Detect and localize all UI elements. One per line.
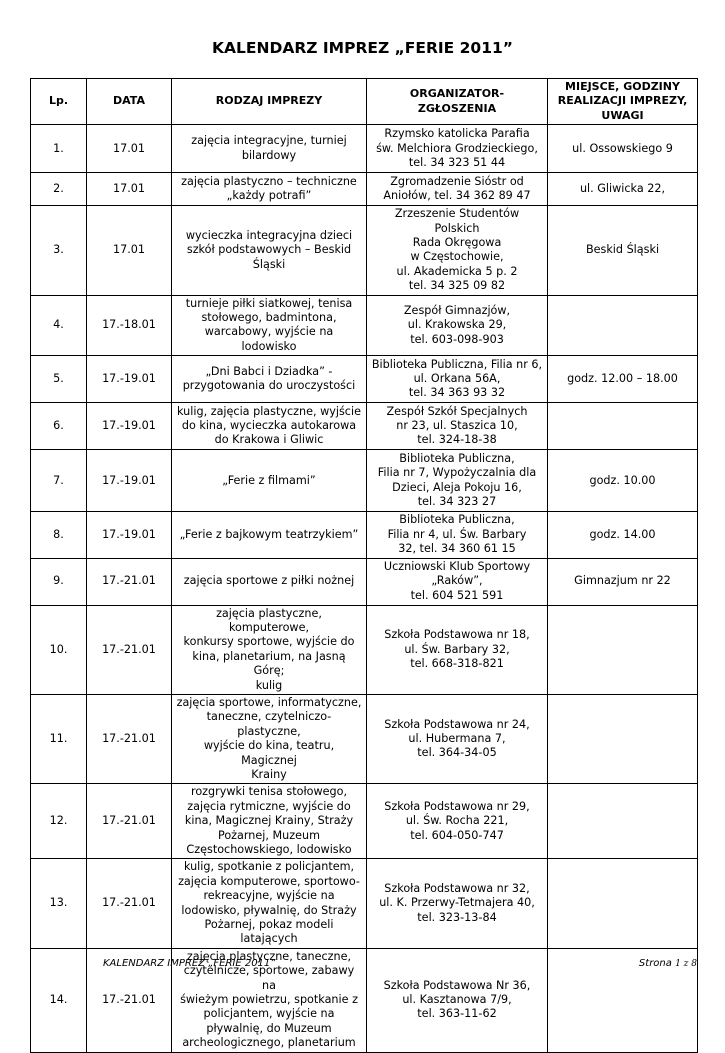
cell-miejsce: ul. Ossowskiego 9 <box>548 125 698 173</box>
cell-miejsce: godz. 14.00 <box>548 512 698 558</box>
cell-miejsce <box>548 605 698 694</box>
cell-rodzaj: kulig, spotkanie z policjantem, zajęcia komputerowe, sportowo- rekreacyjne, wyjście na lodowisko, pływalnię, do Straży Pożarnej, pokaz modeli latających <box>172 859 367 948</box>
cell-lp: 1. <box>31 125 87 173</box>
cell-organizator: Szkoła Podstawowa Nr 36, ul. Kasztanowa 7/9, tel. 363-11-62 <box>367 948 548 1052</box>
cell-miejsce <box>548 403 698 450</box>
header-miejsce: MIEJSCE, GODZINY REALIZACJI IMPREZY, UWAGI <box>548 79 698 125</box>
header-data: DATA <box>87 79 172 125</box>
table-row <box>31 859 698 948</box>
page-indicator <box>639 958 697 969</box>
table-row <box>31 403 698 450</box>
table-row <box>31 784 698 859</box>
cell-lp: 7. <box>31 450 87 512</box>
cell-organizator: Zespół Gimnazjów, ul. Krakowska 29, tel. 603-098-903 <box>367 295 548 356</box>
cell-rodzaj: „Ferie z bajkowym teatrzykiem” <box>172 512 367 558</box>
cell-lp: 6. <box>31 403 87 450</box>
cell-organizator: Szkoła Podstawowa nr 29, ul. Św. Rocha 221, tel. 604-050-747 <box>367 784 548 859</box>
cell-rodzaj: wycieczka integracyjna dzieci szkół podstawowych – Beskid Śląski <box>172 206 367 295</box>
page-label: Strona <box>638 958 672 969</box>
cell-rodzaj: „Dni Babci i Dziadka” - przygotowania do uroczystości <box>172 356 367 403</box>
cell-organizator: Szkoła Podstawowa nr 32, ul. K. Przerwy-Tetmajera 40, tel. 323-13-84 <box>367 859 548 948</box>
table-row <box>31 605 698 694</box>
cell-lp: 4. <box>31 295 87 356</box>
cell-lp: 11. <box>31 694 87 783</box>
cell-rodzaj: turnieje piłki siatkowej, tenisa stołowego, badmintona, warcabowy, wyjście na lodowisko <box>172 295 367 356</box>
cell-lp: 5. <box>31 356 87 403</box>
cell-rodzaj: zajęcia integracyjne, turniej bilardowy <box>172 125 367 173</box>
cell-miejsce: godz. 12.00 – 18.00 <box>548 356 698 403</box>
cell-rodzaj: zajęcia sportowe z piłki nożnej <box>172 558 367 605</box>
cell-rodzaj: kulig, zajęcia plastyczne, wyjście do kina, wycieczka autokarowa do Krakowa i Gliwic <box>172 403 367 450</box>
cell-miejsce <box>548 784 698 859</box>
cell-rodzaj: rozgrywki tenisa stołowego, zajęcia rytmiczne, wyjście do kina, Magicznej Krainy, Straży Pożarnej, Muzeum Częstochowskiego, lodowisko <box>172 784 367 859</box>
cell-data: 17.-19.01 <box>87 450 172 512</box>
cell-organizator: Szkoła Podstawowa nr 24, ul. Hubermana 7, tel. 364-34-05 <box>367 694 548 783</box>
table-row <box>31 450 698 512</box>
footer-title: KALENDARZ IMPREZ „FERIE 2011” <box>103 958 276 969</box>
cell-lp: 9. <box>31 558 87 605</box>
cell-organizator: Biblioteka Publiczna, Filia nr 7, Wypożyczalnia dla Dzieci, Aleja Pokoju 16, tel. 34 323 27 <box>367 450 548 512</box>
events-table <box>30 78 698 1053</box>
cell-rodzaj: zajęcia plastyczno – techniczne „każdy potrafi” <box>172 173 367 206</box>
cell-organizator: Biblioteka Publiczna, Filia nr 6, ul. Orkana 56A, tel. 34 363 93 32 <box>367 356 548 403</box>
cell-lp: 10. <box>31 605 87 694</box>
cell-data: 17.-19.01 <box>87 512 172 558</box>
cell-data: 17.-21.01 <box>87 859 172 948</box>
cell-organizator: Zespół Szkół Specjalnych nr 23, ul. Staszica 10, tel. 324-18-38 <box>367 403 548 450</box>
cell-rodzaj: zajęcia plastyczne, taneczne, czytelnicze, sportowe, zabawy na świeżym powietrzu, spotkanie z policjantem, wyjście na pływalnię, do Muzeum archeologicznego, planetarium <box>172 948 367 1052</box>
header-organizator: ORGANIZATOR- ZGŁOSZENIA <box>367 79 548 125</box>
cell-lp: 2. <box>31 173 87 206</box>
table-row <box>31 512 698 558</box>
cell-data: 17.-21.01 <box>87 558 172 605</box>
cell-data: 17.01 <box>87 173 172 206</box>
cell-miejsce <box>548 859 698 948</box>
cell-miejsce: Beskid Śląski <box>548 206 698 295</box>
cell-data: 17.-19.01 <box>87 356 172 403</box>
cell-organizator: Zrzeszenie Studentów Polskich Rada Okręgowa w Częstochowie, ul. Akademicka 5 p. 2 tel. 34 325 09 82 <box>367 206 548 295</box>
page-title: KALENDARZ IMPREZ „FERIE 2011” <box>212 39 513 57</box>
table-row <box>31 694 698 783</box>
table-row <box>31 356 698 403</box>
cell-data: 17.01 <box>87 125 172 173</box>
cell-data: 17.-19.01 <box>87 403 172 450</box>
cell-lp: 13. <box>31 859 87 948</box>
cell-data: 17.-21.01 <box>87 948 172 1052</box>
table-body <box>31 125 698 1052</box>
cell-lp: 3. <box>31 206 87 295</box>
cell-data: 17.-18.01 <box>87 295 172 356</box>
cell-organizator: Uczniowski Klub Sportowy „Raków”, tel. 604 521 591 <box>367 558 548 605</box>
header-rodzaj: RODZAJ IMPREZY <box>172 79 367 125</box>
cell-organizator: Biblioteka Publiczna, Filia nr 4, ul. Św. Barbary 32, tel. 34 360 61 15 <box>367 512 548 558</box>
cell-rodzaj: zajęcia plastyczne, komputerowe, konkursy sportowe, wyjście do kina, planetarium, na Jasną Górę; kulig <box>172 605 367 694</box>
cell-organizator: Szkoła Podstawowa nr 18, ul. Św. Barbary 32, tel. 668-318-821 <box>367 605 548 694</box>
cell-miejsce: ul. Gliwicka 22, <box>548 173 698 206</box>
table-row <box>31 125 698 173</box>
cell-data: 17.-21.01 <box>87 694 172 783</box>
table-row <box>31 558 698 605</box>
table-row <box>31 295 698 356</box>
cell-lp: 8. <box>31 512 87 558</box>
cell-data: 17.-21.01 <box>87 784 172 859</box>
cell-organizator: Zgromadzenie Sióstr od Aniołów, tel. 34 362 89 47 <box>367 173 548 206</box>
cell-data: 17.-21.01 <box>87 605 172 694</box>
cell-rodzaj: „Ferie z filmami” <box>172 450 367 512</box>
table-row <box>31 206 698 295</box>
cell-miejsce: Gimnazjum nr 22 <box>548 558 698 605</box>
table-row <box>31 173 698 206</box>
cell-organizator: Rzymsko katolicka Parafia św. Melchiora Grodzieckiego, tel. 34 323 51 44 <box>367 125 548 173</box>
cell-miejsce: godz. 10.00 <box>548 450 698 512</box>
cell-lp: 14. <box>31 948 87 1052</box>
header-lp: Lp. <box>31 79 87 125</box>
cell-lp: 12. <box>31 784 87 859</box>
cell-miejsce <box>548 694 698 783</box>
table-header-row <box>31 79 698 125</box>
cell-rodzaj: zajęcia sportowe, informatyczne, taneczne, czytelniczo-plastyczne, wyjście do kina, teatru, Magicznej Krainy <box>172 694 367 783</box>
page-number: 1 z 8 <box>675 959 697 969</box>
cell-miejsce <box>548 295 698 356</box>
cell-data: 17.01 <box>87 206 172 295</box>
